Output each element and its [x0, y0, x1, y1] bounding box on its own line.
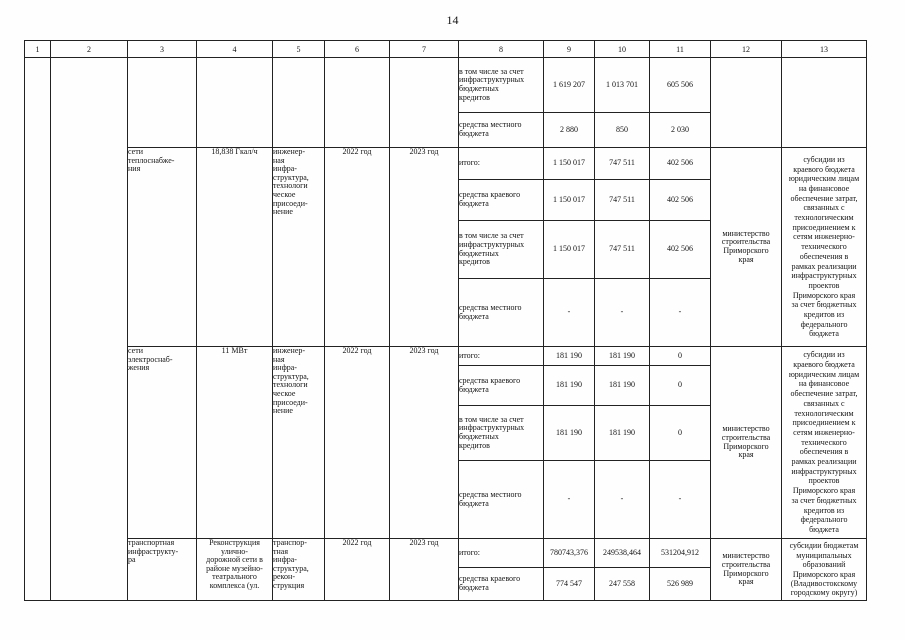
amount-col-11: 605 506 — [650, 58, 711, 113]
amount-col-10: - — [595, 461, 650, 539]
capacity-cell: Реконструкция улично- дорожной сети в районе музейно- театрального комплекса (ул. — [197, 539, 273, 601]
column-1-cell — [25, 58, 51, 601]
capacity-cell: 11 МВт — [197, 347, 273, 539]
funding-source-cell: в том числе за счет инфраструктурных бюджетных кредитов — [459, 58, 544, 113]
category-cell: инженер- ная инфра- структура, технологи ческое присоеди- нение — [273, 148, 325, 347]
funding-source-cell: средства местного бюджета — [459, 461, 544, 539]
amount-col-11: 402 506 — [650, 221, 711, 279]
column-number: 4 — [197, 41, 273, 58]
amount-col-10: 247 558 — [595, 568, 650, 601]
mechanism-cell: субсидии из краевого бюджета юридическим лицам на финансовое обеспечение затрат, связанных с технологическим присоединением к сетям инженерно- технического обеспечения в рамках реализации инфраструктурных проектов Приморского края за счет бюджетных кредитов из федерального бюджета — [782, 347, 867, 539]
column-number-row — [25, 41, 867, 58]
column-number: 1 — [25, 41, 51, 58]
column-number: 8 — [459, 41, 544, 58]
funding-source-cell: средства местного бюджета — [459, 113, 544, 148]
end-year-cell: 2023 год — [390, 539, 459, 601]
amount-col-10: 747 511 — [595, 180, 650, 221]
category-cell: транспор- тная инфра- структура, рекон- струкция — [273, 539, 325, 601]
empty-cell — [782, 58, 867, 148]
amount-col-10: 249538,464 — [595, 539, 650, 568]
amount-col-9: 181 190 — [544, 406, 595, 461]
start-year-cell: 2022 год — [325, 148, 390, 347]
empty-cell — [711, 58, 782, 148]
start-year-cell: 2022 год — [325, 347, 390, 539]
empty-cell — [197, 58, 273, 148]
amount-col-11: - — [650, 461, 711, 539]
amount-col-11: 402 506 — [650, 180, 711, 221]
column-number: 5 — [273, 41, 325, 58]
object-cell: транспортная инфраструкту- ра — [128, 539, 197, 601]
end-year-cell: 2023 год — [390, 148, 459, 347]
amount-col-9: 2 880 — [544, 113, 595, 148]
funding-source-cell: итого: — [459, 347, 544, 366]
amount-col-10: - — [595, 279, 650, 347]
empty-cell — [325, 58, 390, 148]
mechanism-cell: субсидии из краевого бюджета юридическим лицам на финансовое обеспечение затрат, связанных с технологическим присоединением к сетям инженерно- технического обеспечения в рамках реализации инфраструктурных проектов Приморского края за счет бюджетных кредитов из федерального бюджета — [782, 148, 867, 347]
funding-source-cell: средства краевого бюджета — [459, 180, 544, 221]
table-row — [25, 347, 867, 366]
empty-cell — [128, 58, 197, 148]
amount-col-9: 774 547 — [544, 568, 595, 601]
table-row — [25, 58, 867, 113]
column-number: 7 — [390, 41, 459, 58]
amount-col-10: 747 511 — [595, 148, 650, 180]
amount-col-10: 181 190 — [595, 366, 650, 406]
table-row — [25, 148, 867, 180]
start-year-cell: 2022 год — [325, 539, 390, 601]
program-table — [24, 40, 867, 601]
amount-col-10: 181 190 — [595, 406, 650, 461]
funding-source-cell: в том числе за счет инфраструктурных бюджетных кредитов — [459, 406, 544, 461]
amount-col-10: 1 013 701 — [595, 58, 650, 113]
amount-col-9: 1 150 017 — [544, 148, 595, 180]
amount-col-11: 526 989 — [650, 568, 711, 601]
amount-col-11: 0 — [650, 406, 711, 461]
empty-cell — [390, 58, 459, 148]
amount-col-9: 1 150 017 — [544, 221, 595, 279]
amount-col-9: 780743,376 — [544, 539, 595, 568]
amount-col-11: 0 — [650, 366, 711, 406]
funding-source-cell: итого: — [459, 539, 544, 568]
object-cell: сети теплоснабже- ния — [128, 148, 197, 347]
funding-source-cell: средства краевого бюджета — [459, 568, 544, 601]
amount-col-10: 850 — [595, 113, 650, 148]
category-cell: инженер- ная инфра- структура, технологи ческое присоеди- нение — [273, 347, 325, 539]
funding-source-cell: итого: — [459, 148, 544, 180]
column-2-cell — [51, 58, 128, 601]
column-number: 3 — [128, 41, 197, 58]
end-year-cell: 2023 год — [390, 347, 459, 539]
amount-col-11: - — [650, 279, 711, 347]
amount-col-9: 181 190 — [544, 347, 595, 366]
amount-col-10: 181 190 — [595, 347, 650, 366]
mechanism-cell: субсидии бюджетам муниципальных образований Приморского края (Владивостокскому городскому округу) — [782, 539, 867, 601]
amount-col-9: 1 619 207 — [544, 58, 595, 113]
amount-col-11: 0 — [650, 347, 711, 366]
page-number: 14 — [446, 13, 459, 27]
table-row — [25, 539, 867, 568]
amount-col-9: 1 150 017 — [544, 180, 595, 221]
funding-source-cell: в том числе за счет инфраструктурных бюджетных кредитов — [459, 221, 544, 279]
empty-cell — [273, 58, 325, 148]
amount-col-11: 402 506 — [650, 148, 711, 180]
object-cell: сети электроснаб- жения — [128, 347, 197, 539]
amount-col-9: - — [544, 279, 595, 347]
amount-col-11: 2 030 — [650, 113, 711, 148]
amount-col-10: 747 511 — [595, 221, 650, 279]
executor-cell: министерство строительства Приморского края — [711, 148, 782, 347]
funding-source-cell: средства краевого бюджета — [459, 366, 544, 406]
amount-col-9: 181 190 — [544, 366, 595, 406]
column-number: 6 — [325, 41, 390, 58]
executor-cell: министерство строительства Приморского края — [711, 347, 782, 539]
column-number: 12 — [711, 41, 782, 58]
amount-col-11: 531204,912 — [650, 539, 711, 568]
column-number: 9 — [544, 41, 595, 58]
funding-source-cell: средства местного бюджета — [459, 279, 544, 347]
capacity-cell: 18,838 Гкал/ч — [197, 148, 273, 347]
column-number: 13 — [782, 41, 867, 58]
column-number: 11 — [650, 41, 711, 58]
column-number: 2 — [51, 41, 128, 58]
amount-col-9: - — [544, 461, 595, 539]
executor-cell: министерство строительства Приморского края — [711, 539, 782, 601]
column-number: 10 — [595, 41, 650, 58]
